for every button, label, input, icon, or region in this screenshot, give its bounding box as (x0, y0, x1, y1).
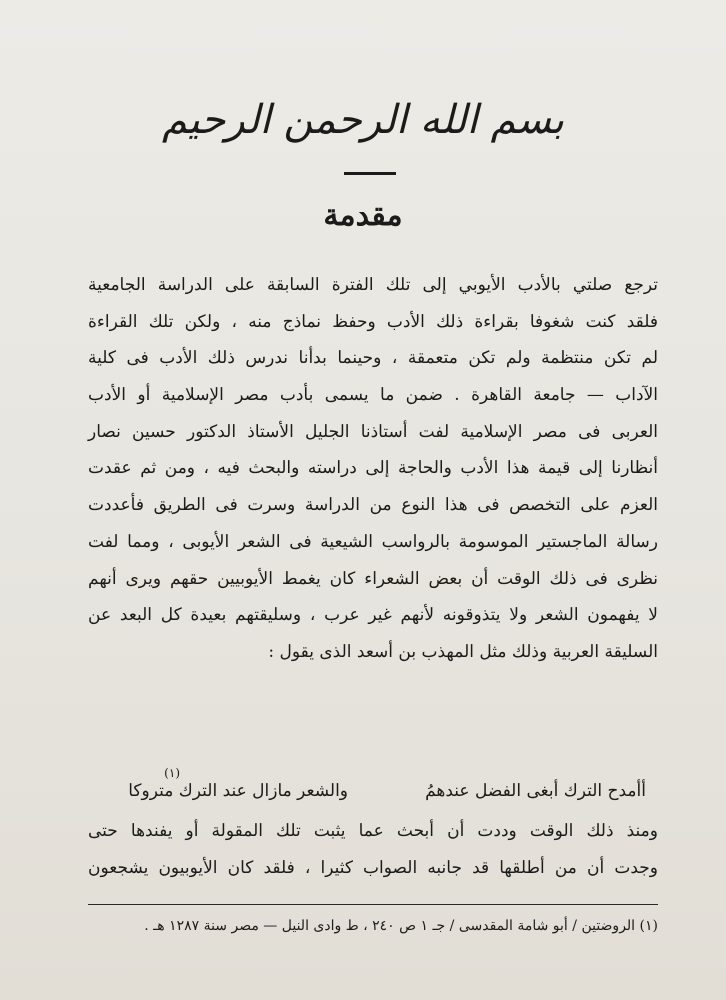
text-line: الآداب — جامعة القاهرة . ضمن ما يسمى بأدب مصر الإسلامية أو الأدب (88, 385, 658, 406)
text-line: أنظارنا إلى قيمة هذا الأدب والحاجة إلى دراسته والبحث فيه ، ومن ثم عقدت (88, 458, 658, 479)
footnote-divider (88, 904, 658, 905)
text-line: العربى فى مصر الإسلامية لفت أستاذنا الجليل الأستاذ الدكتور حسين نصار (88, 421, 658, 442)
basmala-calligraphy: بسم الله الرحمن الرحيم (161, 97, 565, 143)
text-line: لا يفهمون الشعر ولا يتذوقونه لأنهم غير عرب ، وسليقتهم بعيدة كل البعد عن (88, 605, 658, 626)
text-line: السليقة العربية وذلك مثل المهذب بن أسعد الذى يقول : (268, 641, 658, 662)
text-line: وجدت أن من أطلقها قد جانبه الصواب كثيرا ، فلقد كان الأيوبيون يشجعون (88, 857, 658, 878)
text-line: لم تكن منتظمة ولم تكن متعمقة ، وحينما بدأنا ندرس ذلك الأدب فى كلية (88, 348, 658, 369)
text-line: فلقد كنت شغوفا بقراءة ذلك الأدب وحفظ نماذج منه ، ولكن تلك القراءة (88, 311, 658, 332)
title-divider (344, 172, 396, 175)
footnote: (١) الروضتين / أبو شامة المقدسى / جـ ١ ص ٢٤٠ ، ط وادى النيل — مصر سنة ١٢٨٧ هـ . (144, 918, 658, 934)
text-line: نظرى فى ذلك الوقت أن بعض الشعراء كان يغمط الأيوبيين حقهم ويرى أنهم (88, 568, 658, 589)
text-line: العزم على التخصص فى هذا النوع من الدراسة وسرت فى الطريق فأعددت (88, 495, 658, 516)
verse-hemistich-second: والشعر مازال عند الترك متروكا (128, 781, 348, 801)
introduction-paragraph (88, 270, 658, 674)
verse-hemistich-first: أأمدح الترك أبغى الفضل عندهمُ (425, 781, 646, 801)
closing-paragraph (88, 816, 658, 889)
text-line: رسالة الماجستير الموسومة بالرواسب الشيعية فى الشعر الأيوبى ، ومما لفت (88, 531, 658, 552)
text-line: ومنذ ذلك الوقت وددت أن أبحث عما يثبت تلك المقولة أو يفندها حتى (88, 821, 658, 841)
text-line: ترجع صلتي بالأدب الأيوبي إلى تلك الفترة السابقة على الدراسة الجامعية (88, 275, 658, 295)
footnote-reference: (١) (164, 766, 180, 780)
page-heading: مقدمة (323, 198, 403, 233)
